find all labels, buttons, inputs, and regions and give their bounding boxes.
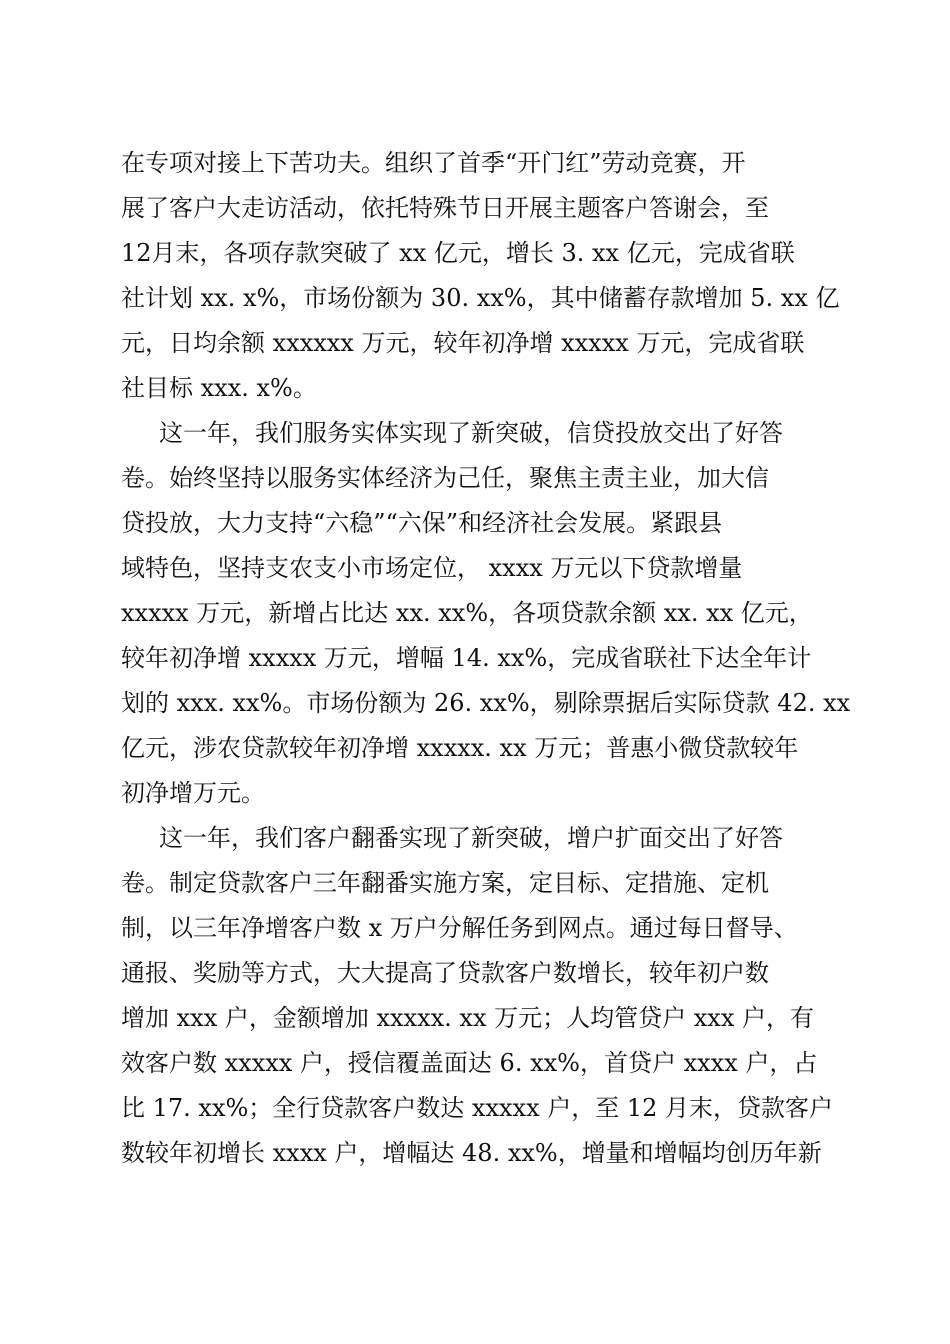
text-line: 在专项对接上下苦功夫。组织了首季“开门红”劳动竞赛，开: [121, 149, 746, 177]
text-line: 域特色，坚持支农支小市场定位， xxxx 万元以下贷款增量: [121, 554, 743, 582]
text-line: 较年初净增 xxxxx 万元，增幅 14. xx%，完成省联社下达全年计: [121, 644, 812, 672]
text-line: 初净增万元。: [121, 779, 265, 807]
text-line: 划的 xxx. xx%。市场份额为 26. xx%，剔除票据后实际贷款 42. xx: [121, 689, 851, 717]
text-line: 这一年，我们客户翻番实现了新突破，增户扩面交出了好答: [159, 824, 783, 852]
body-text: [121, 141, 851, 1176]
text-line: 数较年初增长 xxxx 户，增幅达 48. xx%，增量和增幅均创历年新: [121, 1139, 822, 1167]
text-line: 12月末，各项存款突破了 xx 亿元，增长 3. xx 亿元，完成省联: [121, 239, 795, 267]
text-line: 社目标 xxx. x%。: [121, 374, 317, 402]
text-line: xxxxx 万元，新增占比达 xx. xx%，各项贷款余额 xx. xx 亿元，: [121, 599, 813, 627]
text-line: 这一年，我们服务实体实现了新突破，信贷投放交出了好答: [159, 419, 783, 447]
text-line: 通报、奖励等方式，大大提高了贷款客户数增长，较年初户数: [121, 959, 769, 987]
text-line: 卷。始终坚持以服务实体经济为己任，聚焦主责主业，加大信: [121, 464, 769, 492]
paragraph: [121, 141, 841, 411]
paragraph: [121, 816, 841, 1176]
text-line: 亿元，涉农贷款较年初净增 xxxxx. xx 万元；普惠小微贷款较年: [121, 734, 799, 762]
text-line: 元，日均余额 xxxxxx 万元，较年初净增 xxxxx 万元，完成省联: [121, 329, 805, 357]
text-line: 社计划 xx. x%，市场份额为 30. xx%，其中储蓄存款增加 5. xx 亿: [121, 284, 840, 312]
text-line: 制，以三年净增客户数 x 万户分解任务到网点。通过每日督导、: [121, 914, 798, 942]
text-line: 增加 xxx 户，金额增加 xxxxx. xx 万元；人均管贷户 xxx 户，有: [121, 1004, 814, 1032]
text-line: 贷投放，大力支持“六稳”“六保”和经济社会发展。紧跟县: [121, 509, 723, 537]
text-line: 比 17. xx%；全行贷款客户数达 xxxxx 户，至 12 月末，贷款客户: [121, 1094, 834, 1122]
text-line: 展了客户大走访活动，依托特殊节日开展主题客户答谢会，至: [121, 194, 769, 222]
text-line: 卷。制定贷款客户三年翻番实施方案，定目标、定措施、定机: [121, 869, 769, 897]
text-line: 效客户数 xxxxx 户，授信覆盖面达 6. xx%，首贷户 xxxx 户，占: [121, 1049, 818, 1077]
paragraph: [121, 411, 851, 816]
